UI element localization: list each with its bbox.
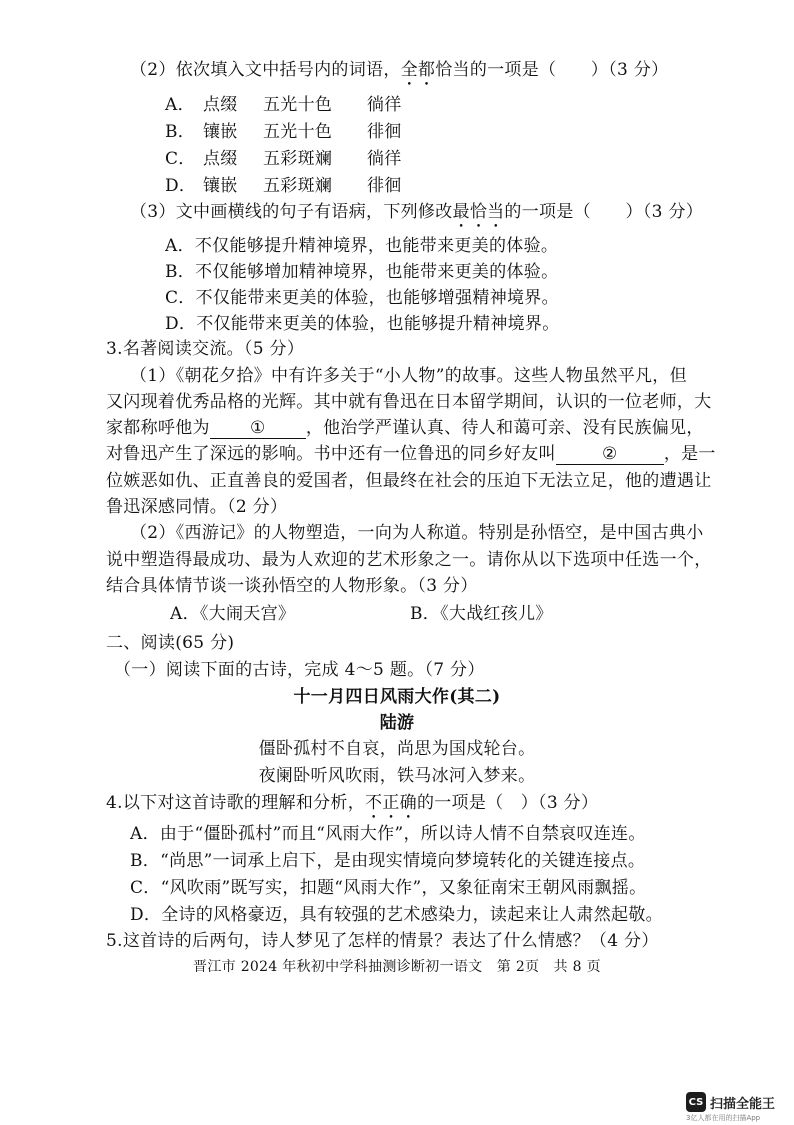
option-word-3: 徘徊 <box>367 122 402 142</box>
part-2-sub-1: （一）阅读下面的古诗，完成 4～5 题。（7 分） <box>114 660 485 680</box>
option-word-3: 徜徉 <box>367 149 402 169</box>
poem-title: 十一月四日风雨大作(其二) <box>293 687 501 707</box>
scanner-watermark <box>686 1091 780 1113</box>
option-letter: D． <box>165 176 197 196</box>
option-letter: C． <box>165 149 196 169</box>
q2-option-a <box>165 94 402 116</box>
s3-p1-line-4 <box>106 443 716 465</box>
q3-stem-emphasis: 最恰当 <box>452 202 505 222</box>
option-word-2: 五彩斑斓 <box>263 176 333 196</box>
q3-stem-part-a: （3）文中画横线的句子有语病，下列修改 <box>130 202 453 222</box>
q4-option-c: C．“风吹雨”既写实，扣题“风雨大作”，又象征南宋王朝风雨飘摇。 <box>130 878 647 898</box>
q4-stem <box>106 792 598 823</box>
section-3-title: 3.名著阅读交流。（5 分） <box>106 339 305 359</box>
option-word-3: 徜徉 <box>367 95 402 115</box>
s3-p1-line-1: （1）《朝花夕拾》中有许多关于“小人物”的故事。这些人物虽然平凡，但 <box>130 366 687 386</box>
option-word-2: 五光十色 <box>263 122 333 142</box>
option-word-2: 五光十色 <box>263 95 333 115</box>
s3-p1-line-5: 位嫉恶如仇、正直善良的爱国者，但最终在社会的压迫下无法立足，他的遭遇让 <box>106 471 712 491</box>
q2-stem <box>130 59 668 90</box>
q4-option-b: B．“尚思”一词承上启下，是由现实情境向梦境转化的关键连接点。 <box>130 851 646 871</box>
poem-line-1: 僵卧孤村不自哀，尚思为国戍轮台。 <box>258 739 536 759</box>
blank-1[interactable]: ① <box>210 418 306 439</box>
q4-option-a: A．由于“僵卧孤村”而且“风雨大作”，所以诗人情不自禁哀叹连连。 <box>130 824 646 844</box>
text: 对鲁迅产生了深远的影响。书中还有一位鲁迅的同乡好友叫 <box>106 444 556 464</box>
s3-p2-line-1: （2）《西游记》的人物塑造，一向为人称道。特别是孙悟空，是中国古典小 <box>130 523 704 543</box>
blank-2[interactable]: ② <box>556 444 664 465</box>
q4-option-d: D．全诗的风格豪迈，具有较强的艺术感染力，读起来让人肃然起敬。 <box>130 905 663 925</box>
q3-option-c: C．不仅能带来更美的体验，也能够增强精神境界。 <box>165 288 559 308</box>
s3-p2-line-2: 说中塑造得最成功、最为人欢迎的艺术形象之一。请你从以下选项中任选一个， <box>106 550 712 570</box>
q3-stem-part-b: 的一项是（ ）（3 分） <box>504 202 704 222</box>
scanner-logo-icon: CS <box>686 1092 706 1112</box>
s3-p1-line-3 <box>106 417 704 439</box>
q2-stem-emphasis: 全都 <box>400 60 436 80</box>
option-word-2: 五彩斑斓 <box>263 149 333 169</box>
scanner-tagline: 3亿人都在用的扫描App <box>686 1114 761 1122</box>
q2-stem-part-a: （2）依次填入文中括号内的词语， <box>130 60 401 80</box>
poem-author: 陆游 <box>379 713 415 733</box>
option-word-1: 点缀 <box>203 95 238 115</box>
q4-stem-part-b: 的一项是（ ）（3 分） <box>416 793 599 813</box>
q4-stem-part-a: 4.以下对这首诗歌的理解和分析， <box>106 793 366 813</box>
part-2-title: 二、阅读(65 分) <box>106 633 235 653</box>
s3-p1-line-2: 又闪现着优秀品格的光辉。其中就有鲁迅在日本留学期间，认识的一位老师，大 <box>106 392 712 412</box>
q2-stem-part-b: 恰当的一项是（ ）（3 分） <box>435 60 669 80</box>
poem-line-2: 夜阑卧听风吹雨，铁马冰河入梦来。 <box>258 766 536 786</box>
scanner-app-name: 扫描全能王 <box>710 1096 776 1112</box>
s3-option-b: B．《大战红孩儿》 <box>410 604 553 624</box>
option-word-1: 点缀 <box>203 149 238 169</box>
option-word-3: 徘徊 <box>367 176 402 196</box>
option-word-1: 镶嵌 <box>203 176 238 196</box>
option-word-1: 镶嵌 <box>203 122 238 142</box>
q5-stem: 5.这首诗的后两句，诗人梦见了怎样的情景？表达了什么情感？（4 分） <box>106 931 659 951</box>
q2-option-b <box>165 121 402 143</box>
s3-option-a: A．《大闹天宫》 <box>170 604 296 624</box>
q2-option-c <box>165 148 402 170</box>
q3-stem <box>130 201 703 232</box>
q3-option-b: B．不仅能够增加精神境界，也能带来更美的体验。 <box>165 262 559 282</box>
text: 家都称呼他为 <box>106 418 210 438</box>
q3-option-a: A．不仅能够提升精神境界，也能带来更美的体验。 <box>165 236 559 256</box>
q3-option-d: D．不仅能带来更美的体验，也能够提升精神境界。 <box>165 314 560 334</box>
q2-option-d <box>165 175 402 197</box>
s3-p1-line-6: 鲁迅深感同情。（2 分） <box>106 497 288 517</box>
page-footer: 晋江市 2024 年秋初中学科抽测诊断初一语文 第 2页 共 8 页 <box>193 959 601 975</box>
text: ，是一 <box>663 444 716 464</box>
option-letter: B． <box>165 122 196 142</box>
option-letter: A． <box>165 95 195 115</box>
s3-p2-line-3: 结合具体情节谈一谈孙悟空的人物形象。（3 分） <box>106 576 478 596</box>
text: ，他治学严谨认真、待人和蔼可亲、没有民族偏见， <box>305 418 704 438</box>
q4-stem-emphasis: 不正确 <box>365 793 417 813</box>
